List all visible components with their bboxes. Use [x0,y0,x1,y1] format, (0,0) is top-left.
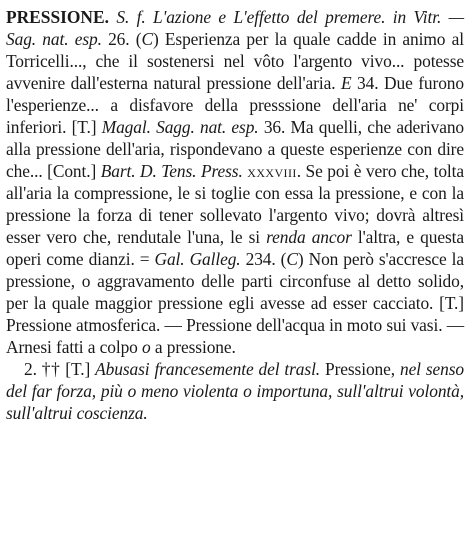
text-run: o [142,337,151,357]
text-run: xxxviii [247,161,297,181]
text-run: Abusasi francesemente del trasl. [95,359,321,379]
text-run: 234. ( [240,249,287,269]
text-run: . Se poi è vero che, tolta all'aria la compressione, le si toglie con essa la pressione, e con la pressione la forza di tener sollevato l'argento vivo; dovrà altresì esser vero che, rendutale l'una, le si [6,161,465,247]
text-run: ) Esperienza per la quale cadde in animo al Torricelli..., che il sostenersi nel vôto l'argento vivo... potesse avvenire dall'esterna natural pressione dell'aria. [6,29,464,93]
text-run: C [286,249,298,269]
text-run: 2. †† [T.] [24,359,96,379]
text-run: S. f. L'azione e L'effetto del premere. in Vitr. — Sag. nat. esp. [6,7,465,49]
text-run: 26. ( [101,29,142,49]
text-run: 34. Due furono l'esperienze... a disfavore della presssione dell'aria ne' corpi inferiori. [T.] [6,73,464,137]
text-run: ) Non però s'accresce la pressione, o aggravamento delle parti circonfuse al detto solido, per la quale maggior pressione egli avesse ad esser cacciato. [T.] Pressione atmosferica. — Pressione dell'acqua in moto sui vasi. — Arnesi fatti a colpo [6,249,464,357]
entry-pressione [6,6,464,358]
text-run: E [340,73,352,93]
text-run: Pressione, [320,359,400,379]
text-run: l'altra, e questa operi come dianzi. = [6,227,464,269]
text-run: Gal. Galleg. [154,249,241,269]
text-run: a pressione. [150,337,236,357]
text-run: renda [266,227,306,247]
text-run: 36. Ma quelli, che aderivano alla pressione dell'aria, rispondevano a queste esperienze con dire che... [Cont.] [6,117,465,181]
entry-pressione-sense-2 [6,358,464,424]
text-run: Magal. Sagg. nat. esp. [101,117,259,137]
text-run: C [141,29,153,49]
text-run: Bart. D. Tens. Press. [100,161,243,181]
text-run: nel senso del far forza, più o meno violenta o importuna, sull'altrui volontà, sull'altrui coscienza. [6,359,465,423]
text-run: ancor [311,227,352,247]
headword: PRESSIONE. [6,7,109,27]
